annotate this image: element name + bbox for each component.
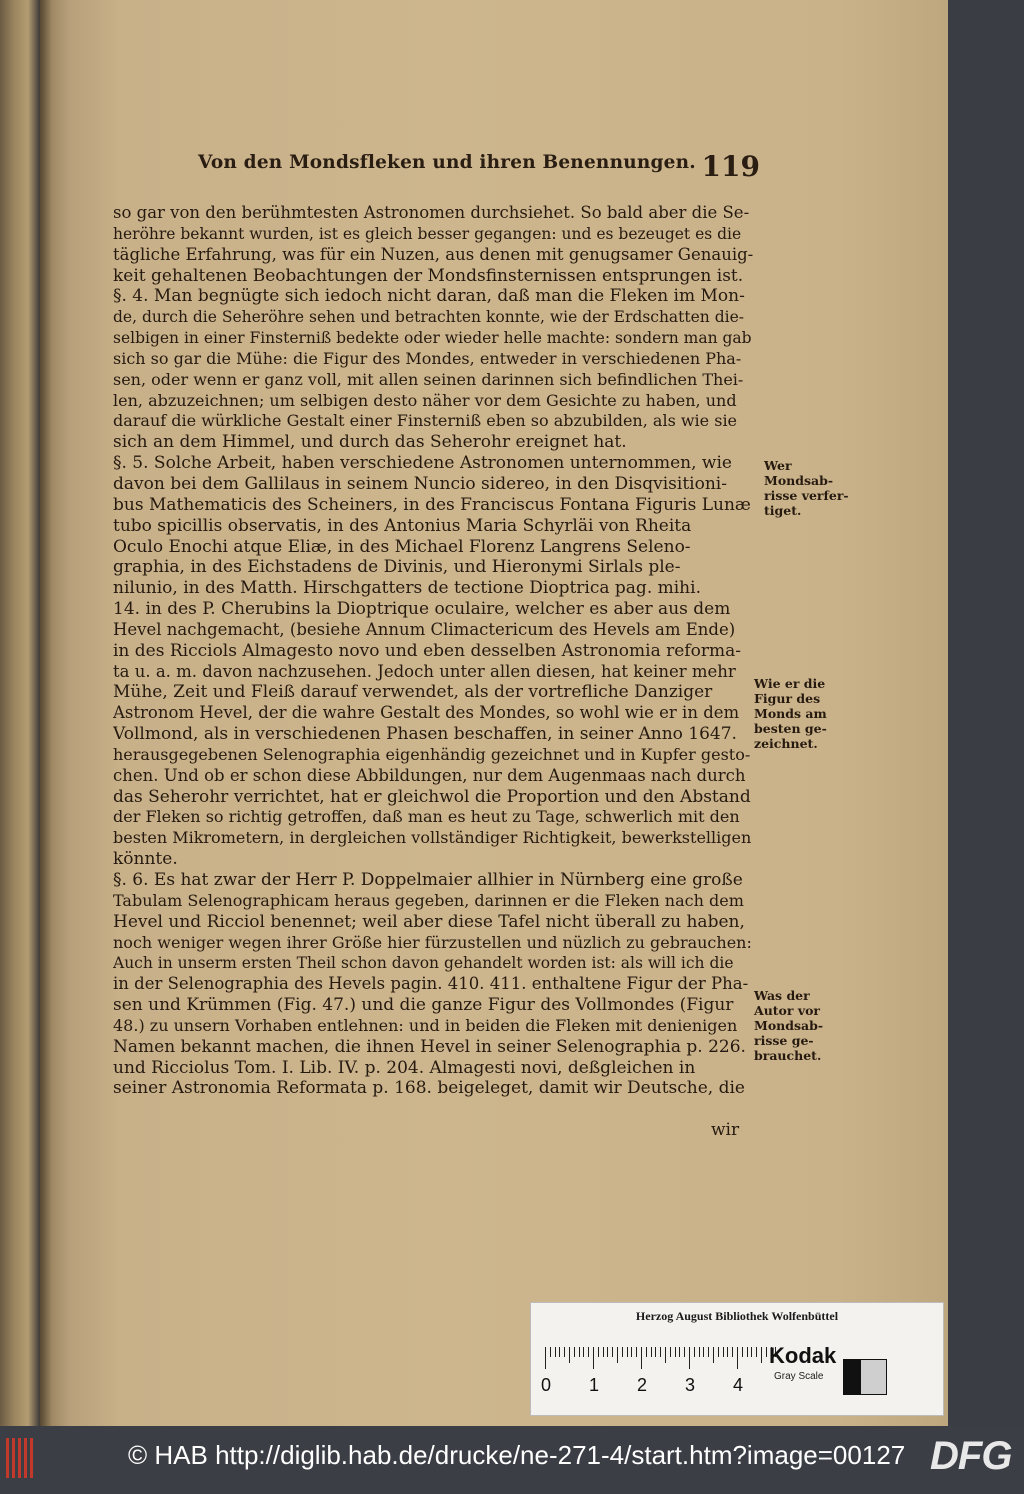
text-line: in der Selenographia des Hevels pagin. 410. 411. enthaltene Figur der Pha- xyxy=(113,974,749,994)
body-text xyxy=(113,203,753,1099)
ruler-tick xyxy=(761,1347,762,1363)
ruler-tick xyxy=(723,1347,724,1357)
ruler-tick xyxy=(641,1347,642,1369)
margin-note-line: risse verfer- xyxy=(764,488,849,503)
text-line: noch weniger wegen ihrer Größe hier fürzustellen und nüzlich zu gebrauchen: xyxy=(113,932,752,952)
ruler-tick xyxy=(679,1347,680,1357)
ruler-number: 0 xyxy=(541,1375,552,1395)
margin-note-line: Mondsab- xyxy=(754,1018,824,1033)
text-line: sich so gar die Mühe: die Figur des Mondes, entweder in verschiedenen Pha- xyxy=(113,348,742,368)
text-line: davon bei dem Gallilaus in seinem Nuncio sidereo, in den Disqvisitioni- xyxy=(113,473,727,494)
ruler-tick xyxy=(699,1347,700,1357)
ruler-number: 4 xyxy=(733,1375,744,1395)
ruler-tick xyxy=(651,1347,652,1357)
gray-scale-patch xyxy=(843,1359,887,1395)
ruler-tick xyxy=(622,1347,623,1357)
margin-note-3 xyxy=(754,988,823,1063)
ruler-tick xyxy=(727,1347,728,1357)
text-line: selbigen in einer Finsterniß bedekte oder wieder helle machte: sondern man gab xyxy=(113,329,752,348)
gray-scale-label: Gray Scale xyxy=(774,1371,824,1382)
text-line: Mühe, Zeit und Fleiß darauf verwendet, als der vortrefliche Danziger xyxy=(113,682,713,703)
running-head: Von den Mondsfleken und ihren Benennungen. xyxy=(198,152,696,173)
text-line: len, abzuzeichnen; um selbigen desto näher vor dem Gesichte zu haben, und xyxy=(113,390,737,410)
text-line: könnte. xyxy=(113,849,178,870)
ruler-tick xyxy=(631,1347,632,1357)
text-line: Oculo Enochi atque Eliæ, in des Michael Florenz Langrens Seleno- xyxy=(113,536,691,557)
ruler-number: 1 xyxy=(589,1375,600,1395)
ruler-tick xyxy=(617,1347,618,1363)
text-line: ta u. a. m. davon nachzusehen. Jedoch unter allen diesen, hat keiner mehr xyxy=(113,661,736,681)
ruler-tick xyxy=(579,1347,580,1357)
ruler-tick xyxy=(703,1347,704,1357)
ruler-tick xyxy=(684,1347,685,1357)
text-line: so gar von den berühmtesten Astronomen durchsiehet. So bald aber die Se- xyxy=(113,203,750,222)
margin-note-1 xyxy=(764,458,849,518)
text-line: Vollmond, als in verschiedenen Phasen beschaffen, in seiner Anno 1647. xyxy=(113,724,737,745)
ruler-tick xyxy=(598,1347,599,1357)
text-line: der Fleken so richtig getroffen, daß man es heut zu Tage, schwerlich mit den xyxy=(113,807,740,827)
ruler-tick xyxy=(708,1347,709,1357)
ruler-tick xyxy=(713,1347,714,1363)
ruler-tick xyxy=(627,1347,628,1357)
ruler-tick xyxy=(603,1347,604,1357)
ruler-tick xyxy=(751,1347,752,1357)
ruler-tick xyxy=(593,1347,594,1369)
text-line: §. 4. Man begnügte sich iedoch nicht daran, daß man die Fleken im Mon- xyxy=(113,286,745,307)
library-color-card xyxy=(530,1302,944,1416)
ruler-tick xyxy=(747,1347,748,1357)
ruler-tick xyxy=(655,1347,656,1357)
ruler-tick xyxy=(670,1347,671,1357)
page-gutter-shadow xyxy=(40,0,52,1426)
text-line: darauf die würkliche Gestalt einer Finsterniß eben so abzubilden, als wie sie xyxy=(113,411,738,431)
text-line: Astronom Hevel, der die wahre Gestalt des Mondes, so wohl wie er in dem xyxy=(113,703,740,723)
text-line: sen, oder wenn er ganz voll, mit allen seinen darinnen sich befindlichen Thei- xyxy=(113,369,744,389)
ruler-tick xyxy=(689,1347,690,1369)
ruler-tick xyxy=(756,1347,757,1357)
text-line: tubo spicillis observatis, in des Antonius Maria Schyrläi von Rheita xyxy=(113,515,692,536)
text-line: tägliche Erfahrung, was für ein Nuzen, aus denen mit genugsamer Genauig- xyxy=(113,244,753,264)
text-line: graphia, in des Eichstadens de Divinis, und Hieronymi Sirlals ple- xyxy=(113,557,681,578)
text-line: herausgegebenen Selenographia eigenhändig gezeichnet und in Kupfer gesto- xyxy=(113,744,751,764)
text-line: §. 6. Es hat zwar der Herr P. Doppelmaier allhier in Nürnberg eine große xyxy=(113,870,743,890)
scale-ruler xyxy=(545,1347,777,1369)
page-number: 119 xyxy=(701,150,760,183)
margin-note-line: Mondsab- xyxy=(764,473,834,488)
text-line: und Ricciolus Tom. I. Lib. IV. p. 204. Almagesti novi, deßgleichen in xyxy=(113,1057,696,1078)
ruler-tick xyxy=(555,1347,556,1357)
text-line: heröhre bekannt wurden, ist es gleich besser gegangen: und es bezeuget es die xyxy=(113,224,742,243)
text-line: sen und Krümmen (Fig. 47.) und die ganze Figur des Vollmondes (Figur xyxy=(113,995,734,1016)
text-line: Auch in unserm ersten Theil schon davon gehandelt worden ist: als will ich die xyxy=(113,954,734,973)
ruler-tick xyxy=(569,1347,570,1363)
previous-page-edge xyxy=(0,0,40,1426)
catchword: wir xyxy=(711,1120,740,1140)
ruler-tick xyxy=(550,1347,551,1357)
margin-note-line: Wer xyxy=(764,458,792,473)
ruler-tick xyxy=(675,1347,676,1357)
margin-note-line: Autor vor xyxy=(754,1003,821,1018)
margin-note-line: besten ge- xyxy=(754,721,827,736)
ruler-tick xyxy=(545,1347,546,1369)
text-line: in des Ricciols Almagesto novo und eben desselben Astronomia reforma- xyxy=(113,640,741,661)
ruler-tick xyxy=(574,1347,575,1357)
ruler-tick xyxy=(564,1347,565,1357)
margin-note-line: brauchet. xyxy=(754,1048,822,1063)
text-line: Hevel nachgemacht, (besiehe Annum Climactericum des Hevels am Ende) xyxy=(113,619,736,639)
text-line: Namen bekannt machen, die ihnen Hevel in seiner Selenographia p. 226. xyxy=(113,1036,746,1057)
ruler-tick xyxy=(742,1347,743,1357)
text-line: 14. in des P. Cherubins la Dioptrique oculaire, welcher es aber aus dem xyxy=(113,599,731,620)
kodak-label: Kodak xyxy=(769,1343,837,1368)
footer-bar xyxy=(0,1426,1024,1494)
ruler-tick xyxy=(646,1347,647,1357)
ruler-tick xyxy=(737,1347,738,1369)
text-line: Hevel und Ricciol benennet; weil aber diese Tafel nicht überall zu haben, xyxy=(113,911,745,932)
margin-note-line: Monds am xyxy=(754,706,827,721)
margin-note-line: Wie er die xyxy=(754,676,826,691)
library-name: Herzog August Bibliothek Wolfenbüttel xyxy=(635,1309,839,1323)
text-line: §. 5. Solche Arbeit, haben verschiedene Astronomen unternommen, wie xyxy=(113,453,732,474)
text-line: bus Mathematicis des Scheiners, in des Franciscus Fontana Figuris Lunæ xyxy=(113,494,751,515)
hab-logo-icon xyxy=(6,1436,34,1480)
margin-note-line: tiget. xyxy=(764,503,802,518)
ruler-number: 2 xyxy=(637,1375,648,1395)
ruler-tick xyxy=(732,1347,733,1357)
ruler-tick xyxy=(607,1347,608,1357)
text-line: chen. Und ob er schon diese Abbildungen, nur dem Augenmaas nach durch xyxy=(113,765,746,785)
text-line: sich an dem Himmel, und durch das Seherohr ereignet hat. xyxy=(113,432,627,453)
ruler-tick xyxy=(766,1347,767,1357)
margin-note-line: Figur des xyxy=(754,691,821,706)
ruler-tick xyxy=(694,1347,695,1357)
margin-note-line: zeichnet. xyxy=(754,736,818,751)
margin-note-line: Was der xyxy=(754,988,810,1003)
ruler-tick xyxy=(612,1347,613,1357)
text-line: das Seherohr verrichtet, hat er gleichwol die Proportion und den Abstand xyxy=(113,786,751,807)
text-line: de, durch die Seheröhre sehen und betrachten konnte, wie der Erdschatten die- xyxy=(113,308,745,327)
ruler-tick xyxy=(588,1347,589,1357)
text-line: seiner Astronomia Reformata p. 168. beigeleget, damit wir Deutsche, die xyxy=(113,1078,745,1099)
footer-url[interactable]: © HAB http://diglib.hab.de/drucke/ne-271-4/start.htm?image=00127 xyxy=(128,1440,906,1470)
ruler-tick xyxy=(660,1347,661,1357)
margin-note-2 xyxy=(754,676,827,751)
dfg-logo: DFG xyxy=(930,1434,1012,1478)
ruler-tick xyxy=(583,1347,584,1357)
margin-note-line: risse ge- xyxy=(754,1033,814,1048)
ruler-tick xyxy=(559,1347,560,1357)
ruler-tick xyxy=(718,1347,719,1357)
text-line: besten Mikrometern, in dergleichen vollständiger Richtigkeit, bewerkstelligen xyxy=(113,828,752,848)
page-header xyxy=(150,148,760,188)
text-line: 48.) zu unsern Vorhaben entlehnen: und in beiden die Fleken mit denienigen xyxy=(113,1015,738,1035)
text-line: nilunio, in des Matth. Hirschgatters de tectione Dioptrica pag. mihi. xyxy=(113,578,701,599)
text-line: Tabulam Selenographicam heraus gegeben, darinnen er die Fleken nach dem xyxy=(113,890,744,910)
text-line: keit gehaltenen Beobachtungen der Mondsfinsternissen entsprungen ist. xyxy=(113,265,744,286)
ruler-tick xyxy=(665,1347,666,1363)
ruler-number: 3 xyxy=(685,1375,696,1395)
ruler-tick xyxy=(636,1347,637,1357)
